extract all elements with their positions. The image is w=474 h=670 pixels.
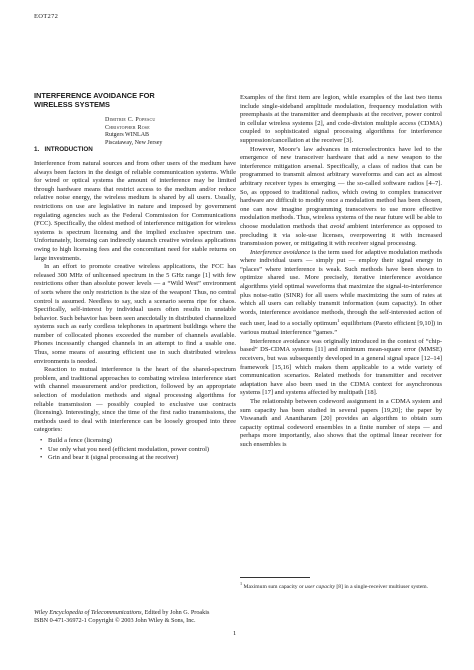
emphasis-text: avoid xyxy=(330,222,345,230)
left-column xyxy=(34,160,236,467)
section-heading: 1. INTRODUCTION xyxy=(34,146,93,153)
publication-isbn: ISBN 0-471-36972-1 Copyright © 2003 John Wiley & Sons, Inc. xyxy=(34,617,196,624)
bullet-list xyxy=(34,437,236,463)
footnote-ref: 1 xyxy=(337,318,340,324)
document-code: EOT272 xyxy=(34,13,59,20)
bullet-icon: • xyxy=(40,437,43,444)
author-affiliation: Rutgers WINLAB xyxy=(105,132,150,139)
footnote-mark: 1 xyxy=(240,581,243,586)
publication-title: Wiley Encyclopedia of Telecommunications, xyxy=(34,609,144,616)
list-item-text: Use only what you need (efficient modulation, power control) xyxy=(48,445,210,453)
bullet-icon: • xyxy=(40,454,43,462)
text-run: Maximum sum capacity or xyxy=(242,583,306,590)
paragraph: In an effort to promote creative wireless applications, the FCC has released 300 MHz of unlicensed spectrum in the 5 GHz range [1] with few restrictions other than absolute power levels — a “Wild West” environment of sorts where the only restriction is the size of the weapon! Thus, no central control is assumed. Needless to say, such a scenario seems ripe for chaos. Specifically, self-interest by individual users often results in unstable behavior. Such behavior has been seen anecdotally in distributed channelized systems such as early cordless telephones in apartment buildings where the number of collocated phones exceeded the number of channels available. Phones incessantly changed channels in an attempt to find a usable one. Thus, some means of assuring efficient use in such distributed wireless environments is needed. xyxy=(34,263,236,365)
author-name: Christopher Rose xyxy=(105,124,150,131)
paragraph: Interference avoidance was originally introduced in the context of “chip-based” DS-CDMA systems [11] and minimum mean-square error (MMSE) receivers, but was subsequently developed in a general signal space [12–14] framework [15,16] which makes them applicable to a wide variety of communication scenarios. Related methods for transmitter and receiver adaptation have also been used in the CDMA context for asynchronous systems [17] and systems affected by multipath [18]. xyxy=(240,337,442,397)
text-run: equilibrium (Pareto efficient [9,10]) in various mutual interference “games.” xyxy=(240,320,442,337)
publication-line xyxy=(34,609,209,617)
list-item-text: Grin and bear it (signal processing at the receiver) xyxy=(48,454,179,462)
list-item xyxy=(40,446,236,455)
bullet-icon: • xyxy=(40,445,43,453)
author-block xyxy=(105,117,162,147)
emphasis-text: Interference avoidance xyxy=(250,248,311,256)
paragraph: Examples of the first item are legion, while examples of the last two items include single-sideband amplitude modulation, frequency modulation with preemphasis at the transmitter and deemphasis at the receiver, power control in cellular wireless systems [2], and code-division multiple access (CDMA) coupled to sophisticated signal processing algorithms for interference suppression/cancellation at the receiver [3]. xyxy=(240,94,442,144)
right-column xyxy=(240,94,442,450)
text-run: [8] in a single-receiver multiuser system. xyxy=(335,583,429,590)
paragraph: Interference from natural sources and from other users of the medium have always been factors in the design of reliable communication systems. While for wired or optical systems the amount of interference may be limited through hardware means that restrict access to the medium and/or reduce relative noise energy, the wireless medium is shared by all users. Usually, restrictions on use are legislative in nature and imposed by government regulating agencies such as the Federal Commission for Communications (FCC). Specifically, the oldest method of interference mitigation for wireless systems is spectrum licensing and the implied exclusive spectrum use. Unfortunately, licensing can indirectly staunch creative wireless applications owing to high licensing fees and the concomitant need for stable returns on large investments. xyxy=(34,160,236,262)
paragraph: Reaction to mutual interference is the heart of the shared-spectrum problem, and traditional approaches to combating wireless interference start with channel measurement and/or prediction, followed by an appropriate selection of modulation methods and signal processing algorithms for reliable transmission — possibly coupled to exclusive use contracts (licensing). Interestingly, since the time of the first radio transmissions, the methods used to deal with interference can be loosely grouped into three categories: xyxy=(34,366,236,434)
paragraph xyxy=(240,146,442,249)
text-run: However, Moore’s law advances in microelectronics have led to the emergence of new transceiver hardware that add a new weapon to the interference mitigation arsenal. Specifically, a class of radios that can be programmed to transmit almost arbitrary waveforms and can act as almost arbitrary receiver types is emerging — the so-called software radios [4–7]. So, as opposed to traditional radios, which owing to complex transceiver hardware are difficult to modify once a modulation method has been chosen, one can now imagine programming transceivers to use more effective modulation methods. Thus, wireless systems of the near future will be able to choose modulation methods that xyxy=(240,145,442,230)
paragraph xyxy=(240,249,442,338)
article-title: INTERFERENCE AVOIDANCE FOR WIRELESS SYSTEMS xyxy=(34,91,155,109)
author-location: Piscataway, New Jersey xyxy=(105,139,163,146)
list-item xyxy=(40,437,236,446)
emphasis-text: user capacity xyxy=(305,583,335,590)
page-number: 1 xyxy=(233,630,237,637)
paragraph: The relationship between codeword assignment in a CDMA system and sum capacity has been studied in several papers [19,20]; the paper by Viswanath and Anantharam [20] provides an algorithm to obtain sum capacity optimal codeword ensembles in a finite number of steps — and perhaps more importantly, also shows that the optimal linear receiver for such ensembles is xyxy=(240,397,442,448)
footnote xyxy=(240,580,442,591)
author-name: Dimitrie C. Popescu xyxy=(105,117,156,123)
text-run: ambient interference as opposed to precluding it via sole-use licenses, overpowering it with increased transmission power, or mitigating it with receiver signal processing. xyxy=(240,222,442,248)
publication-info xyxy=(34,609,209,625)
list-item xyxy=(40,454,236,463)
publication-editor: Edited by John G. Proakis xyxy=(143,609,210,616)
text-run: is the term used for adaptive modulation methods where individual users — simply put — employ their signal energy in “places” where interference is weak. Such methods have been shown to optimize shared use. More precisely, iterative interference avoidance algorithms yield optimal waveforms that maximize the signal-to-interference plus noise-ratio (SINR) for all users while maximizing the sum of rates at which all users can reliably transmit information (sum capacity). In other words, interference avoidance methods, through the self-interested action of each user, lead to a socially optimum xyxy=(240,248,442,328)
footnote-divider xyxy=(240,577,310,578)
list-item-text: Build a fence (licensing) xyxy=(48,437,113,444)
